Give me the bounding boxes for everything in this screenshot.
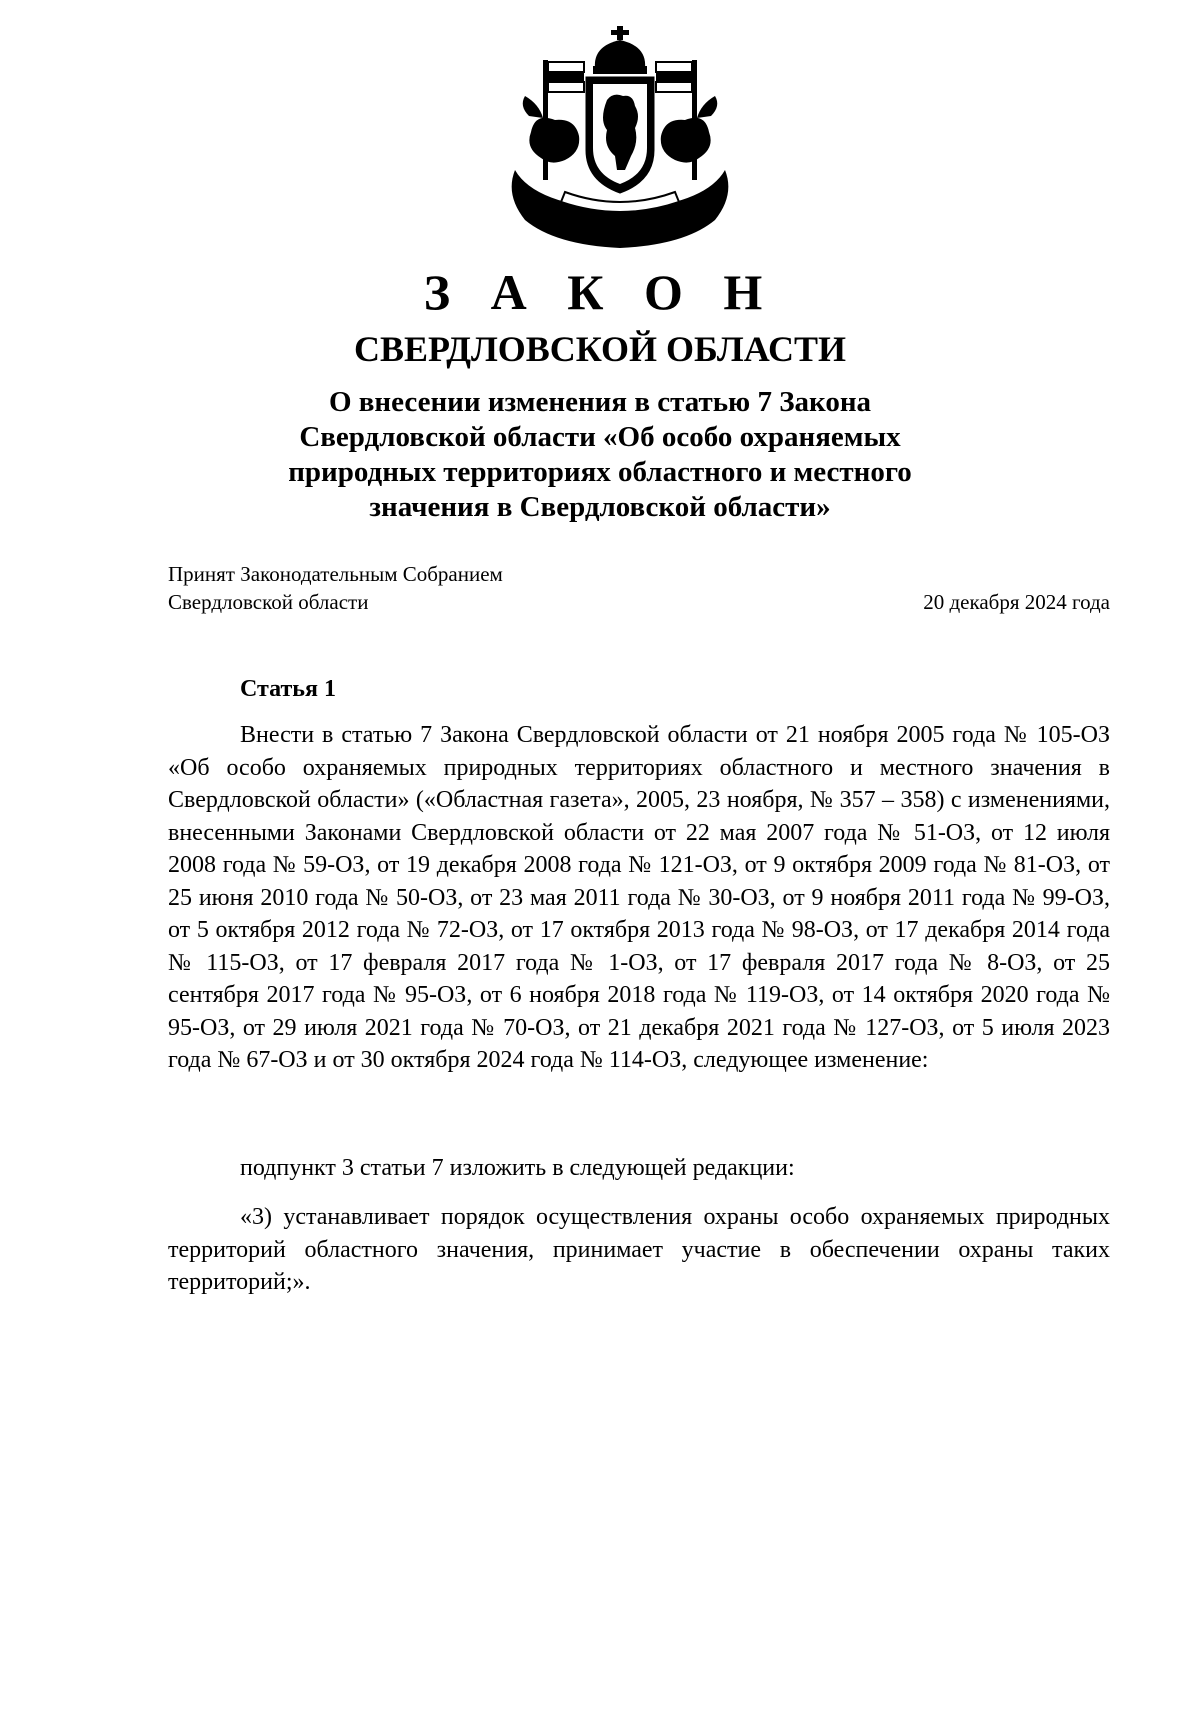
article-heading: Статья 1 <box>240 676 336 702</box>
article-paragraph <box>168 1201 1110 1299</box>
law-subject-line: значения в Свердловской области» <box>369 491 831 523</box>
law-subject-line: Свердловской области «Об особо охраняемых <box>299 421 901 453</box>
paragraph-text: «3) устанавливает порядок осуществления охраны особо охраняемых природных территорий областного значения, принимает участие в обеспечении охраны таких территорий;». <box>168 1204 1110 1295</box>
law-subject-line: О внесении изменения в статью 7 Закона <box>328 386 872 418</box>
article-paragraph <box>168 1152 1110 1185</box>
coat-of-arms-emblem <box>495 20 745 250</box>
adoption-date: 20 декабря 2024 года <box>923 590 1110 614</box>
article-paragraph <box>168 719 1110 1077</box>
law-subject-line: природных территориях областного и местного <box>288 456 912 488</box>
region-name: СВЕРДЛОВСКОЙ ОБЛАСТИ <box>354 329 846 369</box>
adoption-line: Свердловской области <box>168 590 369 614</box>
adoption-statement <box>168 560 503 616</box>
paragraph-text: подпункт 3 статьи 7 изложить в следующей редакции: <box>240 1155 795 1181</box>
adoption-line: Принят Законодательным Собранием <box>168 562 503 586</box>
law-subject <box>250 385 950 525</box>
law-title: З А К О Н <box>423 264 777 320</box>
paragraph-text: Внести в статью 7 Закона Свердловской области от 21 ноября 2005 года № 105-ОЗ «Об особо охраняемых природных территориях областного и местного значения в Свердловской области» («Областная газета», 2005, 23 ноября, № 357 – 358) с изменениями, внесенными Законами Свердловской области от 22 мая 2007 года № 51-ОЗ, от 12 июля 2008 года № 59-ОЗ, от 19 декабря 2008 года № 121-ОЗ, от 9 октября 2009 года № 81-ОЗ, от 25 июня 2010 года № 50-ОЗ, от 23 мая 2011 года № 30-ОЗ, от 9 ноября 2011 года № 99-ОЗ, от 5 октября 2012 года № 72-ОЗ, от 17 октября 2013 года № 98-ОЗ, от 17 декабря 2014 года № 115-ОЗ, от 17 февраля 2017 года № 1-ОЗ, от 17 февраля 2017 года № 8-ОЗ, от 25 сентября 2017 года № 95-ОЗ, от 6 ноября 2018 года № 119-ОЗ, от 14 октября 2020 года № 95-ОЗ, от 29 июля 2021 года № 70-ОЗ, от 21 декабря 2021 года № 127-ОЗ, от 5 июля 2023 года № 67-ОЗ и от 30 октября 2024 года № 114-ОЗ, следующее изменение: <box>168 722 1110 1073</box>
